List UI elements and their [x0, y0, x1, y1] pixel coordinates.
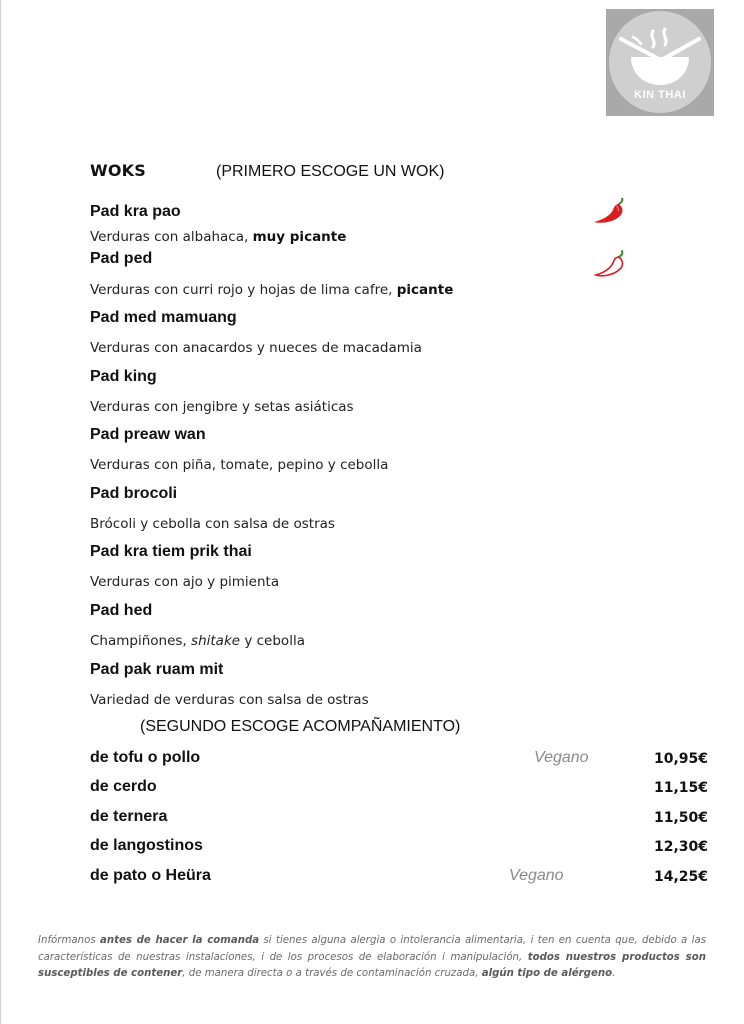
price-value: 11,15€ [653, 780, 708, 796]
dish-description: Variedad de verduras con salsa de ostras [90, 692, 369, 708]
price-value: 14,25€ [653, 869, 708, 885]
dish-name: Pad pak ruam mit [90, 661, 224, 678]
dish-name: Pad king [90, 368, 157, 385]
section-subtitle: (PRIMERO ESCOGE UN WOK) [216, 163, 445, 180]
dish-description: Verduras con curri rojo y hojas de lima cafre, picante [90, 282, 454, 298]
dish-description: Verduras con albahaca, muy picante [90, 229, 347, 245]
logo-emblem [609, 11, 711, 113]
logo-text: KIN THAI [634, 89, 686, 101]
dish-name: Pad kra pao [90, 203, 181, 220]
dish-name: Pad preaw wan [90, 426, 206, 443]
vegan-tag: Vegano [509, 867, 564, 884]
dish-description: Champiñones, shitake y cebolla [90, 633, 305, 649]
chili-pepper-icon [592, 198, 626, 226]
dish-name: Pad ped [90, 250, 153, 267]
option-label: de langostinos [90, 837, 203, 854]
vegan-tag: Vegano [534, 749, 589, 766]
price-row [0, 837, 744, 859]
dish-description: Verduras con anacardos y nueces de macadamia [90, 340, 422, 356]
price-value: 11,50€ [653, 810, 708, 826]
dish-name: Pad hed [90, 602, 153, 619]
dish-name: Pad med mamuang [90, 309, 237, 326]
dish-description: Brócoli y cebolla con salsa de ostras [90, 516, 335, 532]
dish-description: Verduras con ajo y pimienta [90, 574, 280, 590]
option-label: de tofu o pollo [90, 749, 201, 766]
option-label: de pato o Heüra [90, 867, 211, 884]
price-row [0, 749, 744, 771]
allergen-notice: Infórmanos antes de hacer la comanda si tienes alguna alergia o intolerancia alimentaria, i ten en cuenta que, debido a las características de nuestras instalaciones, i de los procesos de elaboración i manipulación, todos nuestros productos son susceptibles de contener, de manera directa o a través de contaminación cruzada, algún tipo de alérgeno. [38, 935, 706, 979]
chili-pepper-outline-icon [593, 250, 627, 280]
dish-name: Pad brocoli [90, 485, 178, 502]
option-label: de cerdo [90, 778, 157, 795]
option-label: de ternera [90, 808, 168, 825]
dish-description: Verduras con jengibre y setas asiáticas [90, 399, 354, 415]
dish-name: Pad kra tiem prik thai [90, 543, 252, 560]
kin-thai-logo [606, 9, 714, 116]
dish-description: Verduras con piña, tomate, pepino y cebolla [90, 457, 389, 473]
section-title: WOKS [90, 161, 146, 180]
price-row [0, 778, 744, 800]
price-row [0, 808, 744, 830]
price-row [0, 867, 744, 889]
accompaniment-heading: (SEGUNDO ESCOGE ACOMPAÑAMIENTO) [140, 718, 461, 735]
price-value: 12,30€ [653, 839, 708, 855]
price-value: 10,95€ [653, 751, 708, 767]
